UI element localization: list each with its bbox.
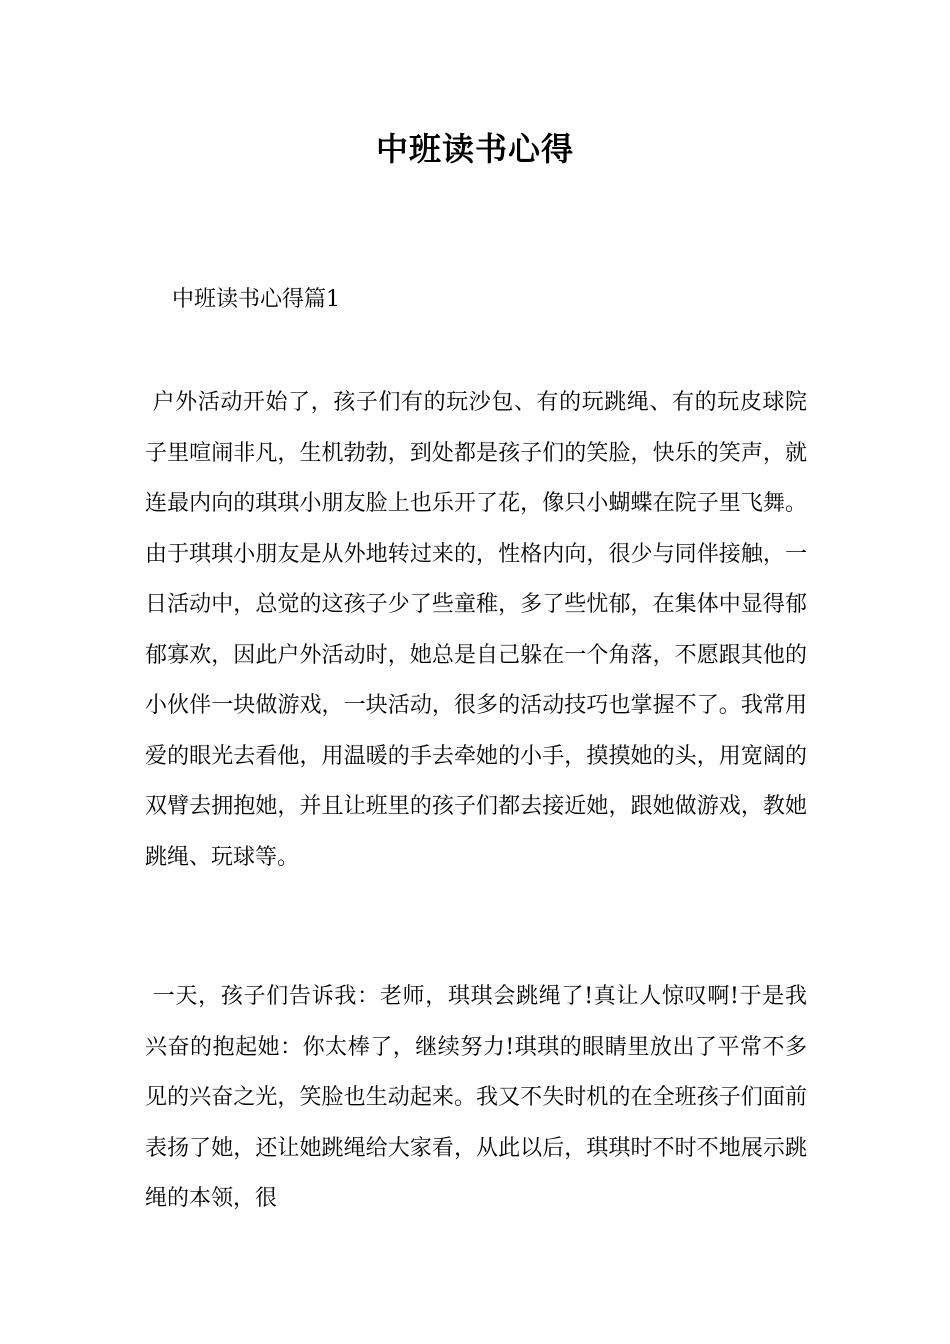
document-title: 中班读书心得 — [375, 130, 574, 168]
paragraph-2: 一天，孩子们告诉我：老师，琪琪会跳绳了!真让人惊叹啊!于是我兴奋的抱起她：你太棒了，继续努力!琪琪的眼睛里放出了平常不多见的兴奋之光，笑脸也生动起来。我又不失时机的在全班孩子们面前表扬了她，还让她跳绳给大家看，从此以后，琪琪时不时不地展示跳绳的本领，很 — [145, 984, 808, 1211]
paragraph-1: 户外活动开始了，孩子们有的玩沙包、有的玩跳绳、有的玩皮球院子里喧闹非凡，生机勃勃，到处都是孩子们的笑脸，快乐的笑声，就连最内向的琪琪小朋友脸上也乐开了花，像只小蝴蝶在院子里飞舞。由于琪琪小朋友是从外地转过来的，性格内向，很少与同伴接触，一日活动中，总觉的这孩子少了些童稚，多了些忧郁，在集体中显得郁郁寡欢，因此户外活动时，她总是自己躲在一个角落，不愿跟其他的小伙伴一块做游戏，一块活动，很多的活动技巧也掌握不了。我常用爱的眼光去看他，用温暖的手去牵她的小手，摸摸她的头，用宽阔的双臂去拥抱她，并且让班里的孩子们都去接近她，跟她做游戏，教她跳绳、玩球等。 — [145, 390, 807, 870]
section-heading: 中班读书心得篇1 — [172, 287, 340, 312]
